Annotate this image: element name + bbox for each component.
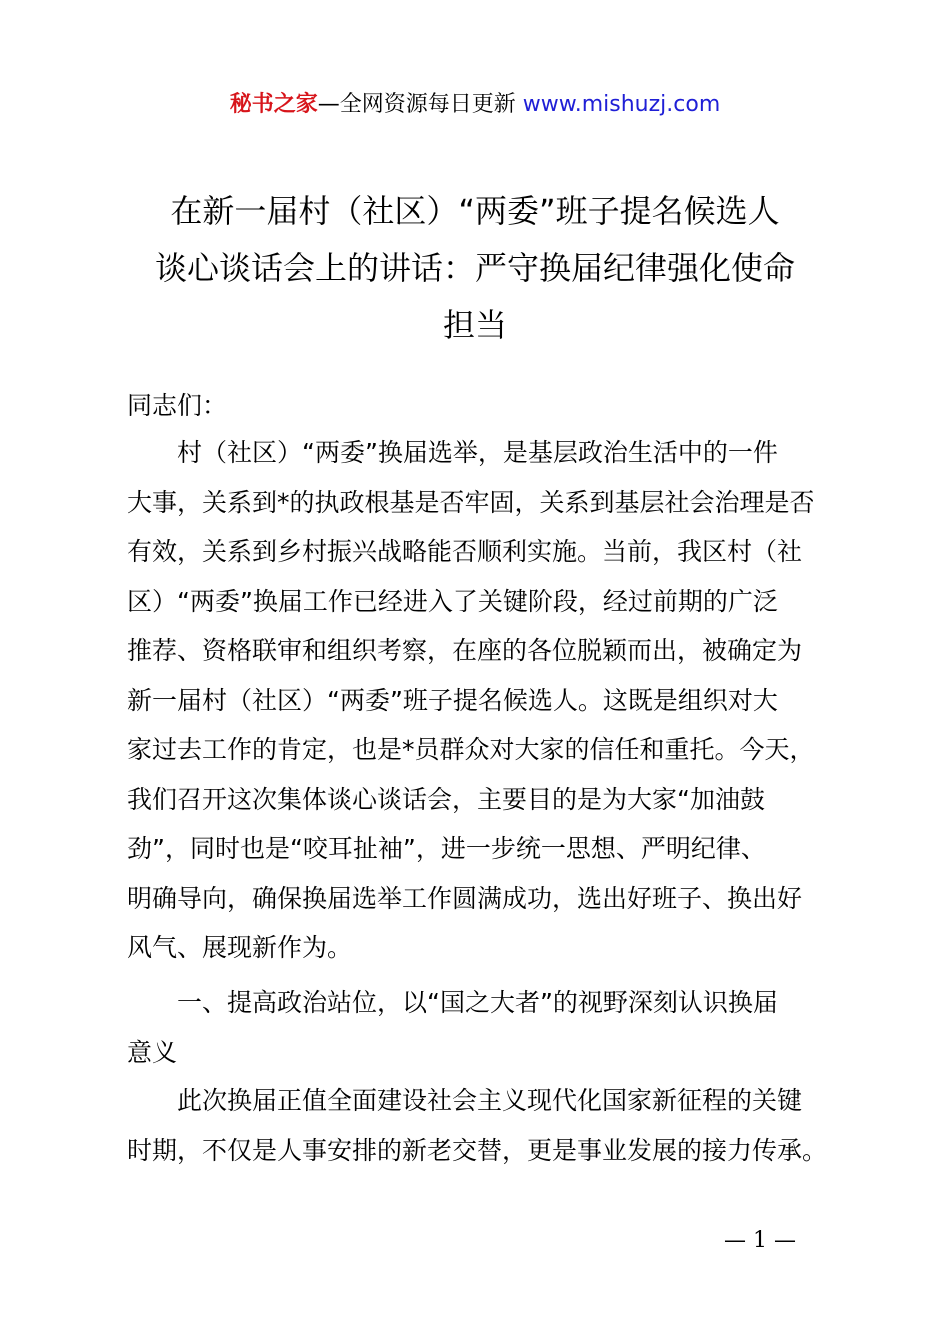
salutation: 同志们： bbox=[127, 391, 228, 420]
paragraph-line: 明确导向，确保换届选举工作圆满成功，选出好班子、换出好 bbox=[127, 883, 803, 913]
heading-line: 意义 bbox=[127, 1037, 178, 1067]
title-line: 担当 bbox=[442, 306, 507, 344]
document-header bbox=[0, 88, 950, 122]
page-number: — 1 — bbox=[724, 1228, 796, 1253]
paragraph-line: 村（社区）“两委”换届选举，是基层政治生活中的一件 bbox=[127, 438, 778, 467]
header-tagline: —全网资源每日更新 bbox=[317, 92, 516, 117]
header-brand: 秘书之家 bbox=[229, 92, 318, 117]
paragraph-line: 家过去工作的肯定，也是*员群众对大家的信任和重托。今天， bbox=[127, 735, 815, 764]
paragraph-line: 我们召开这次集体谈心谈话会，主要目的是为大家“加油鼓 bbox=[127, 784, 765, 814]
paragraph-intro bbox=[127, 428, 837, 973]
paragraph-line: 区）“两委”换届工作已经进入了关键阶段，经过前期的广泛 bbox=[127, 586, 778, 616]
section-heading-1 bbox=[127, 978, 837, 1077]
paragraph-line: 劲”，同时也是“咬耳扯袖”，进一步统一思想、严明纪律、 bbox=[127, 834, 766, 863]
paragraph-line: 风气、展现新作为。 bbox=[127, 933, 353, 962]
paragraph-line: 有效，关系到乡村振兴战略能否顺利实施。当前，我区村（社 bbox=[127, 537, 803, 566]
paragraph-line: 大事，关系到*的执政根基是否牢固，关系到基层社会治理是否 bbox=[127, 487, 815, 517]
paragraph-section-1 bbox=[127, 1076, 837, 1175]
paragraph-line: 此次换届正值全面建设社会主义现代化国家新征程的关键 bbox=[127, 1086, 803, 1115]
paragraph-line: 推荐、资格联审和组织考察，在座的各位脱颖而出，被确定为 bbox=[127, 636, 803, 665]
document-title bbox=[100, 183, 850, 354]
paragraph-line: 时期，不仅是人事安排的新老交替，更是事业发展的接力传承。 bbox=[127, 1135, 828, 1165]
header-url[interactable]: www.mishuzj.com bbox=[522, 92, 721, 117]
heading-line: 一、提高政治站位，以“国之大者”的视野深刻认识换届 bbox=[127, 988, 778, 1017]
title-line: 谈心谈话会上的讲话：严守换届纪律强化使命 bbox=[154, 249, 795, 287]
title-line: 在新一届村（社区）“两委”班子提名候选人 bbox=[170, 192, 780, 230]
paragraph-line: 新一届村（社区）“两委”班子提名候选人。这既是组织对大 bbox=[127, 685, 778, 715]
